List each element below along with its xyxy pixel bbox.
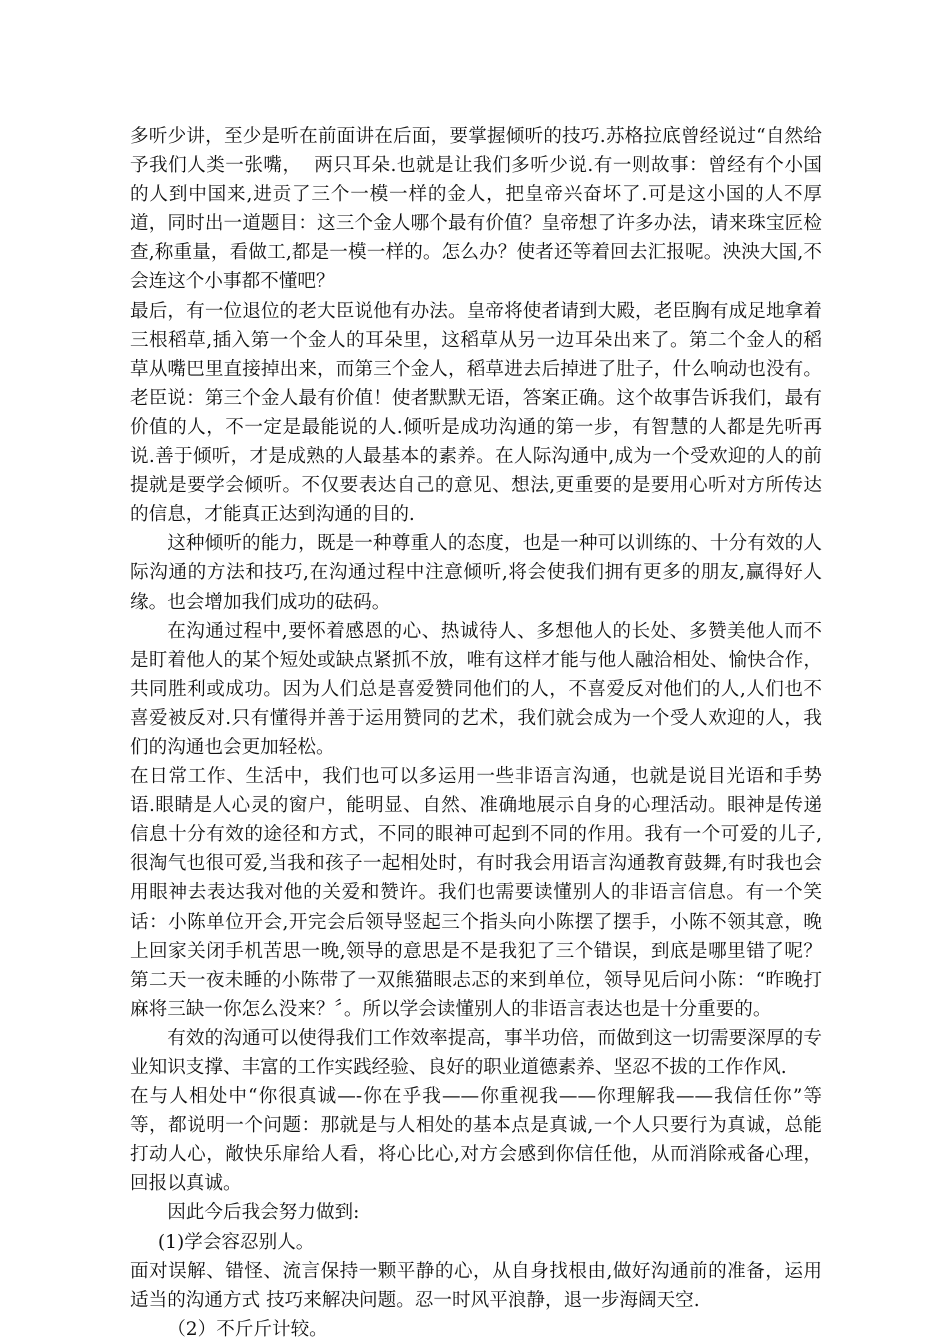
paragraph-listening-ability: 这种倾听的能力，既是一种尊重人的态度，也是一种可以训练的、十分有效的人际沟通的方法和技巧,在沟通过程中注意倾听,将会使我们拥有更多的朋友,赢得好人缘。也会增加我们成功的砝码。	[130, 533, 822, 613]
paragraph-sincerity: 在与人相处中“你很真诚—-你在乎我——你重视我——你理解我——我信任你”等等，都说明一个问题：那就是与人相处的基本点是真诚,一个人只要行为真诚，总能打动人心，敞快乐扉给人看，将心比心,对方会感到你信任他，从而消除戒备心理，回报以真诚。	[130, 1086, 822, 1195]
paragraph-resolution-intro: 因此今后我会努力做到:	[167, 1202, 360, 1224]
paragraph-appreciation: 在沟通过程中,要怀着感恩的心、热诚待人、多想他人的长处、多赞美他人而不是盯着他人的某个短处或缺点紧抓不放，唯有这样才能与他人融洽相处、愉快合作，共同胜利或成功。因为人们总是喜爱赞同他们的人，不喜爱反对他们的人,人们也不喜爱被反对.只有懂得并善于运用赞同的艺术，我们就会成为一个受人欢迎的人，我们的沟通也会更加轻松。	[130, 620, 822, 758]
list-item-1-body: 面对误解、错怪、流言保持一颗平静的心，从自身找根由,做好沟通前的准备，运用适当的沟通方式 技巧来解决问题。忍一时风平浪静，退一步海阔天空.	[130, 1260, 822, 1311]
paragraph-effective-communication: 有效的沟通可以使得我们工作效率提高，事半功倍，而做到这一切需要深厚的专业知识支撑、丰富的工作实践经验、良好的职业道德素养、坚忍不拔的工作作风.	[130, 1027, 822, 1078]
paragraph-golden-statues-story: 最后，有一位退位的老大臣说他有办法。皇帝将使者请到大殿，老臣胸有成足地拿着三根稻草,插入第一个金人的耳朵里，这稻草从另一边耳朵出来了。第二个金人的稻草从嘴巴里直接掉出来，而第三个金人，稻草进去后掉进了肚子，什么响动也没有。老臣说：第三个金人最有价值！使者默默无语，答案正确。这个故事告诉我们，最有价值的人，不一定是最能说的人.倾听是成功沟通的第一步，有智慧的人都是先听再说.善于倾听，才是成熟的人最基本的素养。在人际沟通中,成为一个受欢迎的人的前提就是要学会倾听。不仅要表达自己的意见、想法,更重要的是要用心听对方所传达的信息，才能真正达到沟通的目的.	[130, 300, 822, 526]
paragraph-nonverbal-communication: 在日常工作、生活中，我们也可以多运用一些非语言沟通，也就是说目光语和手势语.眼睛是人心灵的窗户，能明显、自然、准确地展示自身的心理活动。眼神是传递信息十分有效的途径和方式，不同的眼神可起到不同的作用。我有一个可爱的儿子,很淘气也很可爱,当我和孩子一起相处时，有时我会用语言沟通教育鼓舞,有时我也会用眼神去表达我对他的关爱和赞许。我们也需要读懂别人的非语言信息。有一个笑话：小陈单位开会,开完会后领导竖起三个指头向小陈摆了摆手，小陈不领其意，晚上回家关闭手机苦思一晚,领导的意思是不是我犯了三个错误，到底是哪里错了呢？第二天一夜未睡的小陈带了一双熊猫眼忐忑的来到单位，领导见后问小陈：“昨晚打麻将三缺一你怎么没来？〞。所以学会读懂别人的非语言表达也是十分重要的。	[130, 766, 822, 1020]
list-item-2-heading: （2）不斤斤计较。	[167, 1318, 328, 1340]
document-page	[130, 122, 822, 1344]
paragraph-listening-intro: 多听少讲，至少是听在前面讲在后面，要掌握倾听的技巧.苏格拉底曾经说过“自然给予我们人类一张嘴， 两只耳朵.也就是让我们多听少说.有一则故事：曾经有个小国的人到中国来,进贡了三个一模一样的金人，把皇帝兴奋坏了.可是这小国的人不厚道，同时出一道题目：这三个金人哪个最有价值？皇帝想了许多办法，请来珠宝匠检查,称重量，看做工,都是一模一样的。怎么办？使者还等着回去汇报呢。泱泱大国,不会连这个小事都不懂吧？	[130, 126, 822, 293]
list-item-1-heading: (1)学会容忍别人。	[157, 1231, 315, 1253]
